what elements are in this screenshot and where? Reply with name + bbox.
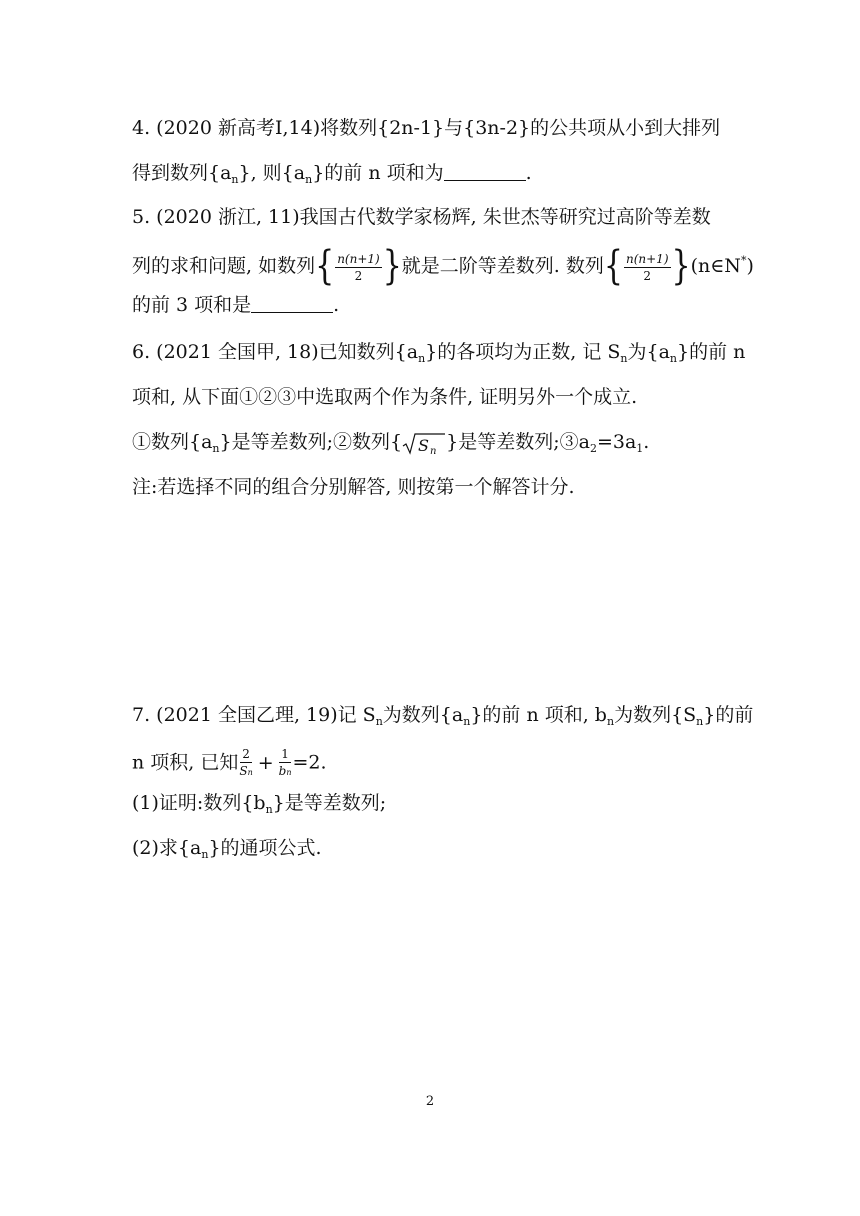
fraction-denominator: 2 xyxy=(354,268,363,283)
subscript: n xyxy=(212,442,220,455)
sqrt-subscript: n xyxy=(430,445,437,456)
q7-line1 xyxy=(132,703,753,734)
q7-text: (1)证明:数列{b xyxy=(132,792,266,814)
q6-line1 xyxy=(132,340,745,371)
fraction xyxy=(335,252,382,283)
q4-line2 xyxy=(132,161,532,192)
fraction xyxy=(239,747,252,780)
q6-line4: 注:若选择不同的组合分别解答, 则按第一个解答计分. xyxy=(132,476,575,498)
subscript: 2 xyxy=(589,442,597,455)
q6-line3 xyxy=(132,430,649,461)
square-root xyxy=(402,431,446,456)
fraction-denominator xyxy=(239,763,252,780)
q7-text: (2)求{a xyxy=(132,837,202,859)
q4-text: 得到数列{a xyxy=(132,162,232,184)
subscript: n xyxy=(265,803,273,816)
den-sub: n xyxy=(286,768,292,777)
fraction-numerator: 1 xyxy=(281,747,289,761)
q5-text: 就是二阶等差数列. 数列 xyxy=(401,255,604,277)
subscript: n xyxy=(375,715,383,728)
q4-text: }的前 n 项和为 xyxy=(312,162,444,184)
q5-text: 的前 3 项和是 xyxy=(132,294,252,316)
q7-text: n 项积, 已知 xyxy=(132,751,239,774)
fraction-denominator: 2 xyxy=(643,268,652,283)
q7-text: 为数列{a xyxy=(382,704,464,726)
subscript: n xyxy=(201,848,209,861)
q5-text: 列的求和问题, 如数列 xyxy=(132,255,316,277)
q6-text: }是等差数列;②数列{ xyxy=(219,431,403,453)
subscript: n xyxy=(696,715,704,728)
q6-text: }是等差数列;③a xyxy=(446,431,590,453)
subscript: n xyxy=(305,173,313,186)
fraction-denominator xyxy=(279,763,292,780)
subscript: n xyxy=(231,173,239,186)
q7-text: }的通项公式. xyxy=(208,837,322,859)
subscript: n xyxy=(463,715,471,728)
sqrt-radicand: S xyxy=(418,435,430,455)
q6-text: =3a xyxy=(596,431,637,453)
q5-line2 xyxy=(132,242,754,290)
q7-line3 xyxy=(132,791,386,822)
q7-text: 为数列{S xyxy=(614,704,697,726)
q7-text: 7. (2021 全国乙理, 19)记 S xyxy=(132,704,376,726)
fraction xyxy=(624,252,671,283)
q7-text: =2. xyxy=(292,751,327,774)
den-var: b xyxy=(278,764,287,778)
den-var: S xyxy=(239,764,248,778)
q6-text: }的前 n xyxy=(677,341,746,363)
q6-text: 为{a xyxy=(627,341,670,363)
q6-text: ①数列{a xyxy=(132,431,213,453)
subscript: n xyxy=(620,352,628,365)
page-number: 2 xyxy=(425,1094,435,1109)
q4-text: . xyxy=(525,162,532,184)
q5-text: . xyxy=(333,294,340,316)
subscript: 1 xyxy=(636,442,644,455)
q5-text: ) xyxy=(746,255,754,277)
fraction-numerator: 2 xyxy=(242,747,250,761)
fraction xyxy=(279,747,292,780)
subscript: n xyxy=(606,715,615,728)
q6-text: . xyxy=(643,431,650,453)
right-brace: } xyxy=(382,242,402,290)
q7-line4 xyxy=(132,836,322,867)
q5-line3 xyxy=(132,293,339,317)
fraction-numerator: n(n+1) xyxy=(625,251,669,266)
superscript: * xyxy=(740,254,747,267)
q7-text: }是等差数列; xyxy=(272,792,387,814)
plus-sign: + xyxy=(257,751,274,774)
answer-blank xyxy=(444,164,526,181)
left-brace: { xyxy=(603,242,623,290)
q6-line2: 项和, 从下面①②③中选取两个作为条件, 证明另外一个成立. xyxy=(132,386,638,408)
answer-blank xyxy=(251,296,333,313)
q7-text: }的前 n 项和, b xyxy=(470,704,607,726)
q5-text: (n∈N xyxy=(690,255,741,277)
den-sub: n xyxy=(247,768,253,777)
q5-line1: 5. (2020 浙江, 11)我国古代数学家杨辉, 朱世杰等研究过高阶等差数 xyxy=(132,206,711,228)
right-brace: } xyxy=(671,242,691,290)
q4-text: }, 则{a xyxy=(238,162,306,184)
q6-text: }的各项均为正数, 记 S xyxy=(425,341,621,363)
subscript: n xyxy=(418,352,426,365)
left-brace: { xyxy=(315,242,335,290)
q7-text: }的前 xyxy=(703,704,754,726)
q7-line2 xyxy=(132,747,327,780)
q4-line1: 4. (2020 新高考Ⅰ,14)将数列{2n-1}与{3n-2}的公共项从小到大排列 xyxy=(132,117,721,139)
q6-text: 6. (2021 全国甲, 18)已知数列{a xyxy=(132,341,419,363)
subscript: n xyxy=(669,352,677,365)
fraction-numerator: n(n+1) xyxy=(337,251,380,266)
